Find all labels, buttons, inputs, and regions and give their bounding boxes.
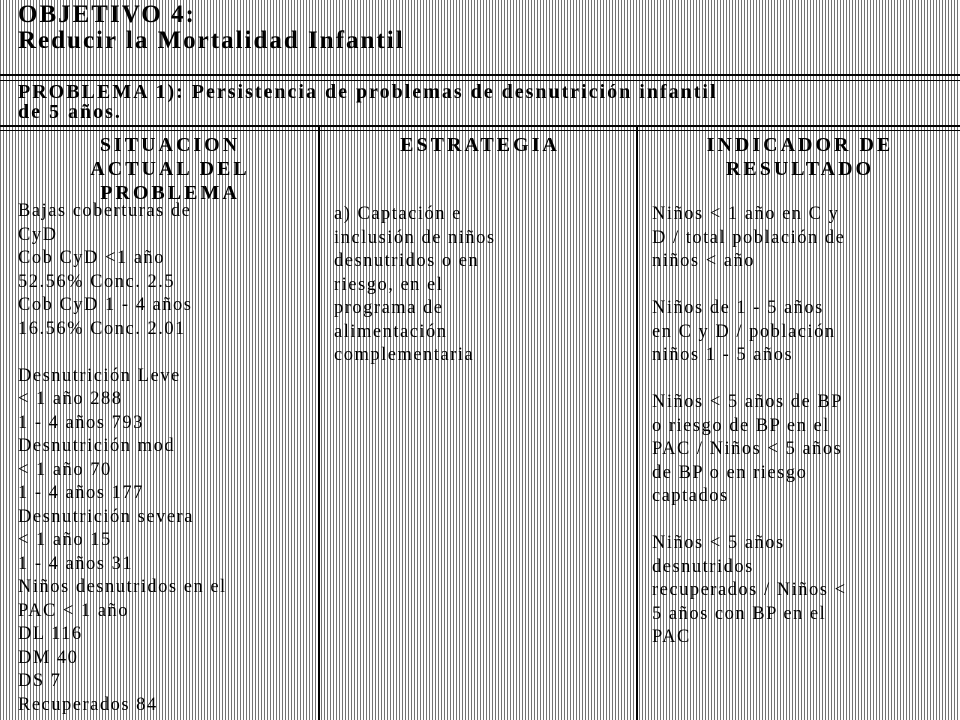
text-line: complementaria — [334, 345, 475, 365]
text-line: PAC — [652, 627, 691, 647]
text-line: 1 - 4 años 793 — [18, 412, 144, 433]
header-line: SITUACION — [99, 134, 241, 156]
text-line: programa de — [334, 298, 444, 318]
text-line: Cob CyD 1 - 4 años — [18, 295, 193, 315]
text-line: desnutridos — [652, 556, 754, 577]
text-line: de BP o en riesgo — [652, 462, 808, 483]
divider — [0, 125, 960, 127]
text-line: Niños desnutridos en el — [18, 577, 227, 597]
text-line: captados — [652, 486, 729, 506]
text-line: < 1 año 15 — [18, 530, 112, 550]
text-line: Niños de 1 - 5 años — [652, 298, 824, 318]
problem-line: PROBLEMA 1): Persistencia de problemas de desnutrición infantil — [18, 81, 718, 103]
text-line: < 1 año 288 — [18, 389, 123, 409]
text-line — [652, 274, 952, 298]
header-situation — [40, 133, 300, 205]
text-line: niños < año — [652, 251, 755, 271]
problem-line: de 5 años. — [18, 101, 122, 123]
strategy-column — [334, 203, 632, 368]
text-line: en C y D / población — [652, 321, 836, 342]
situation-column — [18, 200, 316, 717]
text-line: riesgo, en el — [334, 274, 444, 295]
text-line: 16.56% Conc. 2.01 — [18, 318, 186, 339]
text-line: Recuperados 84 — [18, 694, 158, 715]
header-line: RESULTADO — [725, 158, 875, 180]
divider — [0, 130, 960, 131]
text-line: D / total población de — [652, 227, 846, 248]
objective-text: Reducir la Mortalidad Infantil — [18, 27, 405, 54]
text-line: Cob CyD <1 año — [18, 248, 166, 268]
text-line: Desnutrición mod — [18, 436, 176, 456]
text-line: inclusión de niños — [334, 227, 496, 248]
text-line: DS 7 — [18, 671, 62, 691]
header-strategy — [330, 133, 630, 157]
text-line: o riesgo de BP en el — [652, 415, 830, 436]
objective-label: OBJETIVO 4: — [18, 1, 196, 28]
text-line: Bajas coberturas de — [18, 201, 192, 221]
text-line: alimentación — [334, 321, 448, 342]
indicator-column — [652, 203, 952, 650]
header-line: ESTRATEGIA — [400, 134, 560, 156]
header-line: INDICADOR DE — [706, 134, 894, 156]
text-line: PAC < 1 año — [18, 600, 130, 621]
text-line: Niños < 1 año en C y — [652, 204, 840, 224]
text-line: CyD — [18, 224, 58, 245]
header-indicator — [650, 133, 950, 181]
text-line: niños 1 - 5 años — [652, 345, 794, 365]
problem-statement — [18, 82, 948, 122]
text-line: recuperados / Niños < — [652, 580, 847, 600]
header-line: ACTUAL DEL — [90, 158, 250, 180]
text-line: Niños < 5 años — [652, 533, 785, 553]
text-line: 52.56% Conc. 2.5 — [18, 271, 176, 292]
column-divider — [636, 126, 638, 720]
text-line: 5 años con BP en el — [652, 603, 827, 624]
text-line: Niños < 5 años de BP — [652, 392, 844, 412]
text-line: a) Captación e — [334, 204, 462, 224]
text-line: 1 - 4 años 177 — [18, 483, 144, 503]
objective-title — [18, 2, 938, 54]
text-line — [18, 341, 316, 365]
text-line: DL 116 — [18, 624, 83, 644]
text-line: DM 40 — [18, 647, 79, 668]
header-line: PROBLEMA — [100, 182, 240, 204]
text-line: desnutridos o en — [334, 251, 480, 271]
column-divider — [318, 126, 320, 720]
text-line: Desnutrición Leve — [18, 365, 181, 386]
text-line — [652, 509, 952, 533]
text-line: PAC / Niños < 5 años — [652, 439, 843, 459]
text-line — [652, 368, 952, 392]
divider — [0, 74, 960, 76]
text-line: < 1 año 70 — [18, 459, 112, 480]
text-line: Desnutrición severa — [18, 506, 194, 527]
text-line: 1 - 4 años 31 — [18, 553, 134, 574]
